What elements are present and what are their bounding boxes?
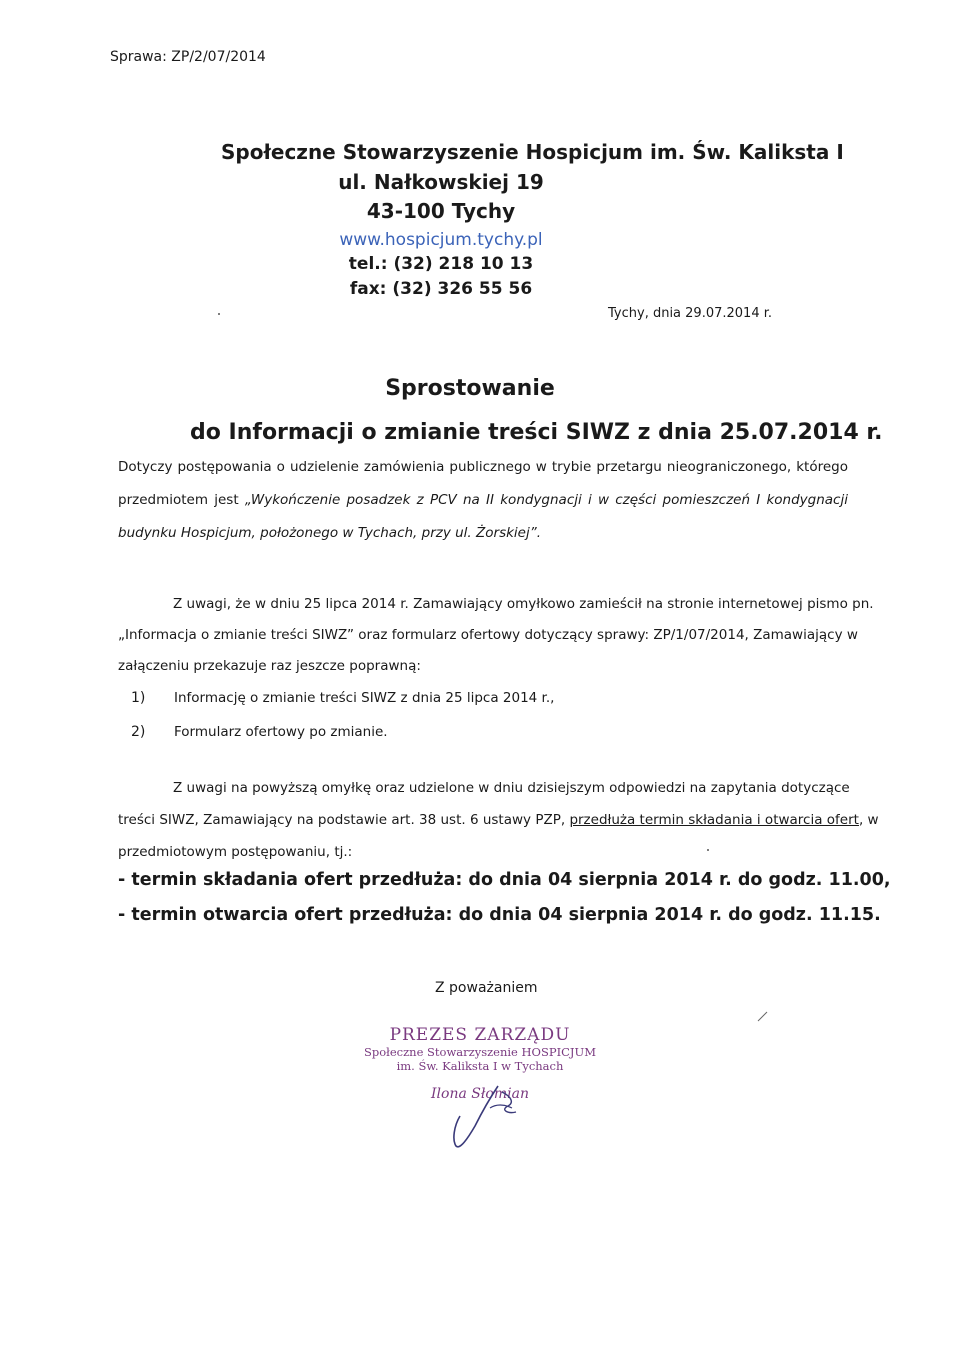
org-fax: fax: (32) 326 55 56 xyxy=(349,279,533,299)
document-date: Tychy, dnia 29.07.2014 r. xyxy=(608,306,773,321)
submission-deadline: - termin składania ofert przedłuża: do dnia 04 sierpnia 2014 r. do godz. 11.00, xyxy=(118,870,891,890)
scan-speck xyxy=(707,849,709,851)
attachment-number: 2) xyxy=(131,724,146,740)
opening-deadline: - termin otwarcia ofert przedłuża: do dnia 04 sierpnia 2014 r. do godz. 11.15. xyxy=(118,905,881,925)
extension-line-2 xyxy=(118,810,879,830)
extension-line-2-tail: , w xyxy=(858,812,879,828)
notice-line-2: „Informacja o zmianie treści SIWZ” oraz formularz ofertowy dotyczący sprawy: ZP/1/07/2014, Zamawiający w xyxy=(118,627,858,643)
closing-salutation: Z poważaniem xyxy=(435,980,538,996)
extension-underlined-text: przedłuża termin składania i otwarcia ofert xyxy=(569,812,859,828)
document-subtitle: do Informacji o zmianie treści SIWZ z dnia 25.07.2014 r. xyxy=(190,420,883,445)
intro-subject: „Wykończenie posadzek z PCV na II kondygnacji i w części pomieszczeń I kondygnacji budynku Hospicjum, położonego w Tychach, przy ul. Żorskiej”. xyxy=(118,492,848,541)
signature-icon xyxy=(420,1078,560,1153)
org-city: 43-100 Tychy xyxy=(366,199,516,223)
attachment-number: 1) xyxy=(131,690,146,706)
notice-line-3: załączeniu przekazuje raz jeszcze poprawną: xyxy=(118,658,421,674)
extension-line-3: przedmiotowym postępowaniu, tj.: xyxy=(118,844,353,860)
stamp-title: PREZES ZARZĄDU xyxy=(389,1025,571,1045)
org-street: ul. Nałkowskiej 19 xyxy=(338,170,544,194)
scan-speck xyxy=(218,313,220,315)
intro-paragraph xyxy=(118,451,848,550)
stamp-org-line: Społeczne Stowarzyszenie HOSPICJUM xyxy=(363,1045,597,1059)
extension-line-2-lead: treści SIWZ, Zamawiający na podstawie art. 38 ust. 6 ustawy PZP, xyxy=(118,812,570,828)
stamp-location-line: im. Św. Kaliksta I w Tychach xyxy=(396,1059,564,1073)
document-title: Sprostowanie xyxy=(385,376,555,401)
stamp-name: Ilona Słomian xyxy=(431,1086,529,1102)
pen-mark-icon xyxy=(757,1010,769,1022)
extension-line-1: Z uwagi na powyższą omyłkę oraz udzielone w dniu dzisiejszym odpowiedzi na zapytania dotyczące xyxy=(173,780,850,796)
intro-lead: Dotyczy postępowania o udzielenie zamówienia publicznego w trybie przetargu nieograniczonego, którego przedmiotem jest xyxy=(118,459,848,508)
attachment-item: Formularz ofertowy po zmianie. xyxy=(174,724,388,740)
org-phone: tel.: (32) 218 10 13 xyxy=(348,254,534,274)
attachment-item: Informację o zmianie treści SIWZ z dnia 25 lipca 2014 r., xyxy=(174,690,555,706)
org-name: Społeczne Stowarzyszenie Hospicjum im. Św. Kaliksta I xyxy=(221,140,844,164)
org-website-link[interactable]: www.hospicjum.tychy.pl xyxy=(339,230,543,250)
case-reference: Sprawa: ZP/2/07/2014 xyxy=(110,49,266,65)
notice-line-1: Z uwagi, że w dniu 25 lipca 2014 r. Zamawiający omyłkowo zamieścił na stronie internetowej pismo pn. xyxy=(173,596,874,612)
